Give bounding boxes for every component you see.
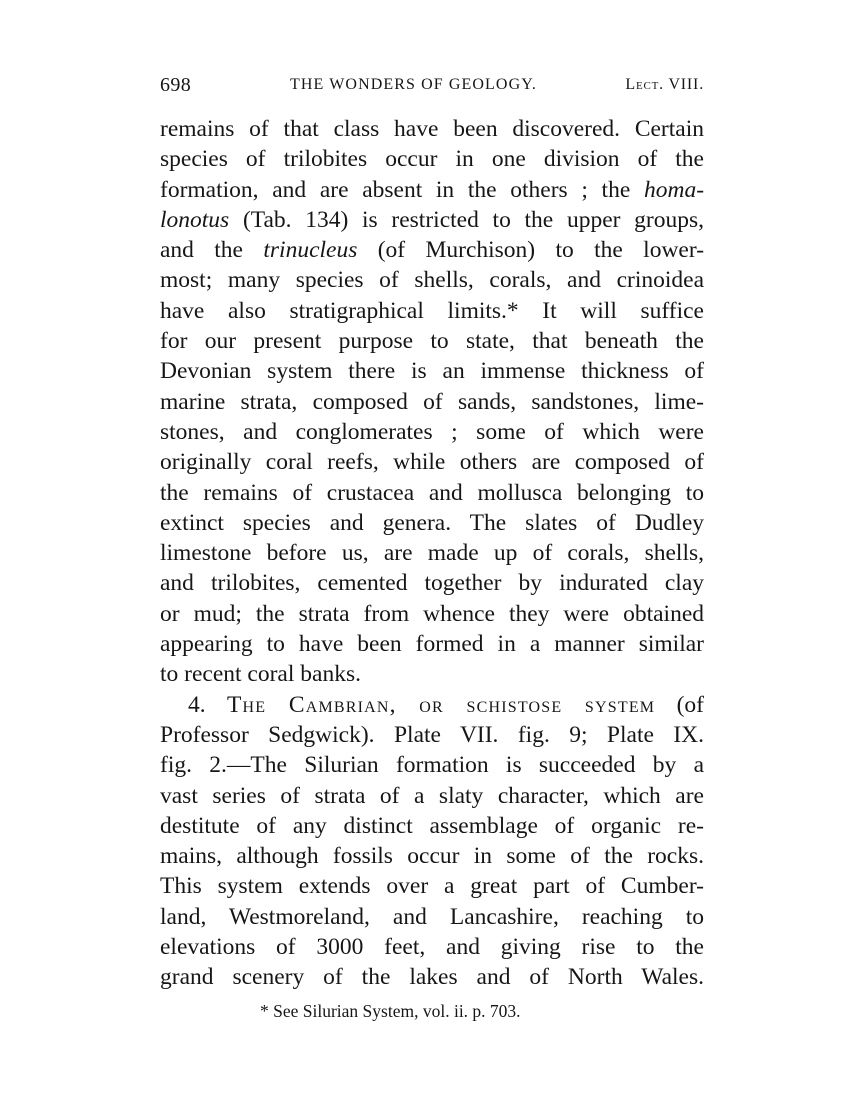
- text-line: destitute of any distinct assemblage of organic re-: [160, 812, 704, 839]
- text-run: and the: [160, 237, 243, 264]
- text-line: grand scenery of the lakes and of North Wales.: [160, 964, 704, 991]
- running-title: THE WONDERS OF GEOLOGY.: [290, 76, 537, 93]
- text-run: (of: [676, 691, 704, 718]
- text-line: or mud; the strata from whence they were obtained: [160, 600, 704, 627]
- page-number: 698: [160, 74, 192, 96]
- text-line: [160, 235, 704, 265]
- text-line: have also stratigraphical limits.* It will suffice: [160, 297, 704, 324]
- italic-term: lonotus: [160, 206, 230, 233]
- text-line: to recent coral banks.: [160, 661, 361, 688]
- section-number: 4.: [188, 691, 206, 718]
- text-line: and trilobites, cemented together by indurated clay: [160, 570, 704, 597]
- text-line: appearing to have been formed in a manner similar: [160, 631, 704, 658]
- italic-term: homa-: [643, 176, 705, 203]
- text-line: species of trilobites occur in one division of the: [160, 146, 704, 173]
- text-line: the remains of crustacea and mollusca belonging to: [160, 479, 704, 506]
- text-line: This system extends over a great part of Cumber-: [160, 873, 704, 900]
- text-line: fig. 2.—The Silurian formation is succeeded by a: [160, 752, 704, 779]
- text-line: Professor Sedgwick). Plate VII. fig. 9; Plate IX.: [160, 721, 704, 748]
- text-line: marine strata, composed of sands, sandstones, lime-: [160, 388, 704, 415]
- text-line: most; many species of shells, corals, and crinoidea: [160, 267, 704, 294]
- text-run: formation, and are absent in the others ; the: [160, 176, 631, 203]
- text-run: (Tab. 134) is restricted to the upper groups,: [242, 206, 704, 233]
- text-run: (of Murchison) to the lower-: [377, 237, 705, 264]
- text-line: originally coral reefs, while others are composed of: [160, 449, 704, 476]
- footnote-text: See Silurian System, vol. ii. p. 703.: [273, 1000, 521, 1021]
- footnote-marker: *: [260, 1000, 269, 1021]
- text-line: for our present purpose to state, that beneath the: [160, 328, 704, 355]
- italic-term: trinucleus: [263, 237, 358, 264]
- text-line: [160, 175, 704, 205]
- text-line: vast series of strata of a slaty character, which are: [160, 782, 704, 809]
- text-line: remains of that class have been discovered. Certain: [160, 116, 704, 142]
- text-line: extinct species and genera. The slates of Dudley: [160, 509, 704, 536]
- running-header: [160, 66, 704, 100]
- text-line: elevations of 3000 feet, and giving rise to the: [160, 934, 704, 961]
- text-line: limestone before us, are made up of corals, shells,: [160, 540, 704, 567]
- text-line: stones, and conglomerates ; some of which were: [160, 418, 704, 445]
- section-heading-line: [160, 690, 704, 720]
- text-line: Devonian system there is an immense thickness of: [160, 358, 704, 385]
- footnote: [160, 999, 704, 1023]
- book-page: [160, 66, 704, 1023]
- text-line: mains, although fossils occur in some of the rocks.: [160, 843, 704, 870]
- section-heading: The Cambrian, or schistose system: [226, 691, 656, 718]
- lecture-label: Lect. VIII.: [625, 76, 704, 93]
- body-text: [160, 114, 704, 993]
- text-line: land, Westmoreland, and Lancashire, reaching to: [160, 903, 704, 930]
- text-line: [160, 205, 704, 235]
